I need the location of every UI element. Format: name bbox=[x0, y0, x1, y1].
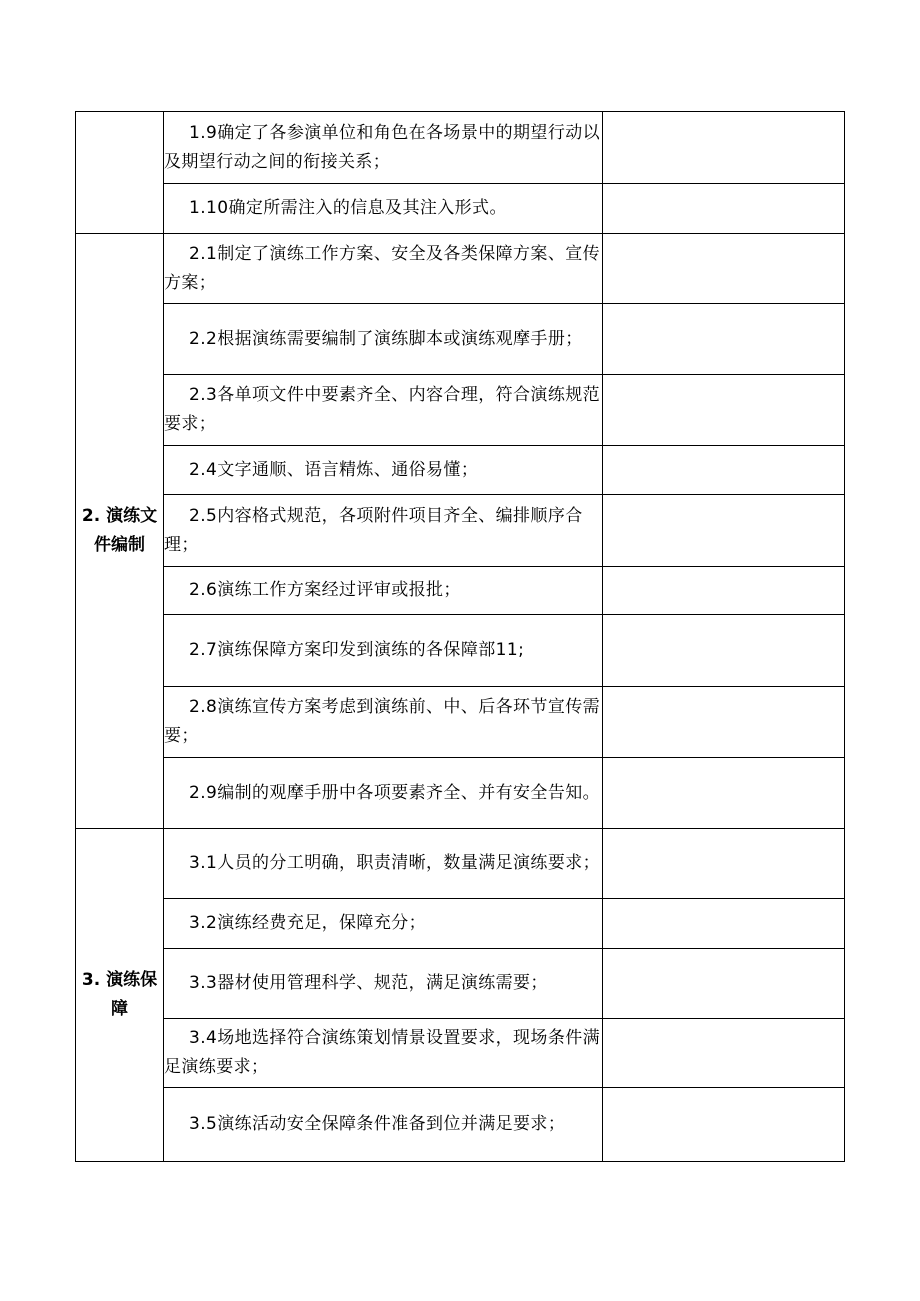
score-cell[interactable] bbox=[603, 758, 845, 829]
item-cell-2-4: 2.4文字通顺、语言精炼、通俗易懂； bbox=[164, 446, 603, 495]
table-row bbox=[76, 567, 845, 615]
table-row bbox=[76, 899, 845, 949]
item-cell-2-5: 2.5内容格式规范，各项附件项目齐全、编排顺序合理； bbox=[164, 495, 603, 567]
item-cell-3-1: 3.1人员的分工明确，职责清晰，数量满足演练要求； bbox=[164, 829, 603, 899]
table-row bbox=[76, 1088, 845, 1162]
item-cell-2-1: 2.1制定了演练工作方案、安全及各类保障方案、宣传方案； bbox=[164, 234, 603, 304]
item-cell-2-8: 2.8演练宣传方案考虑到演练前、中、后各环节宣传需要； bbox=[164, 687, 603, 758]
score-cell[interactable] bbox=[603, 1019, 845, 1088]
item-cell-2-6: 2.6演练工作方案经过评审或报批； bbox=[164, 567, 603, 615]
score-cell[interactable] bbox=[603, 615, 845, 687]
table-row bbox=[76, 446, 845, 495]
item-cell-2-7: 2.7演练保障方案印发到演练的各保障部11; bbox=[164, 615, 603, 687]
score-cell[interactable] bbox=[603, 304, 845, 375]
evaluation-table bbox=[75, 111, 845, 1162]
item-cell-2-3: 2.3各单项文件中要素齐全、内容合理，符合演练规范要求； bbox=[164, 375, 603, 446]
score-cell[interactable] bbox=[603, 949, 845, 1019]
item-cell-3-3: 3.3器材使用管理科学、规范，满足演练需要； bbox=[164, 949, 603, 1019]
score-cell[interactable] bbox=[603, 687, 845, 758]
table-row bbox=[76, 1019, 845, 1088]
score-cell[interactable] bbox=[603, 899, 845, 949]
item-cell-1-10: 1.10确定所需注入的信息及其注入形式。 bbox=[164, 184, 603, 234]
score-cell[interactable] bbox=[603, 234, 845, 304]
item-cell-3-2: 3.2演练经费充足，保障充分； bbox=[164, 899, 603, 949]
table-row bbox=[76, 687, 845, 758]
item-cell-2-9: 2.9编制的观摩手册中各项要素齐全、并有安全告知。 bbox=[164, 758, 603, 829]
score-cell[interactable] bbox=[603, 567, 845, 615]
score-cell[interactable] bbox=[603, 184, 845, 234]
table-row bbox=[76, 234, 845, 304]
category-cell-drill-support: 3. 演练保障 bbox=[76, 829, 164, 1162]
table-row bbox=[76, 304, 845, 375]
score-cell[interactable] bbox=[603, 375, 845, 446]
item-cell-2-2: 2.2根据演练需要编制了演练脚本或演练观摩手册； bbox=[164, 304, 603, 375]
score-cell[interactable] bbox=[603, 112, 845, 184]
table-row bbox=[76, 112, 845, 184]
item-cell-3-5: 3.5演练活动安全保障条件准备到位并满足要求； bbox=[164, 1088, 603, 1162]
item-cell-1-9: 1.9确定了各参演单位和角色在各场景中的期望行动以及期望行动之间的衔接关系； bbox=[164, 112, 603, 184]
table-row bbox=[76, 184, 845, 234]
score-cell[interactable] bbox=[603, 446, 845, 495]
score-cell[interactable] bbox=[603, 495, 845, 567]
category-cell bbox=[76, 112, 164, 234]
table-row bbox=[76, 615, 845, 687]
score-cell[interactable] bbox=[603, 829, 845, 899]
item-cell-3-4: 3.4场地选择符合演练策划情景设置要求，现场条件满足演练要求； bbox=[164, 1019, 603, 1088]
score-cell[interactable] bbox=[603, 1088, 845, 1162]
table-row bbox=[76, 949, 845, 1019]
table-row bbox=[76, 495, 845, 567]
table-row bbox=[76, 758, 845, 829]
table-row bbox=[76, 375, 845, 446]
category-cell-drill-documents: 2. 演练文件编制 bbox=[76, 234, 164, 829]
table-row bbox=[76, 829, 845, 899]
